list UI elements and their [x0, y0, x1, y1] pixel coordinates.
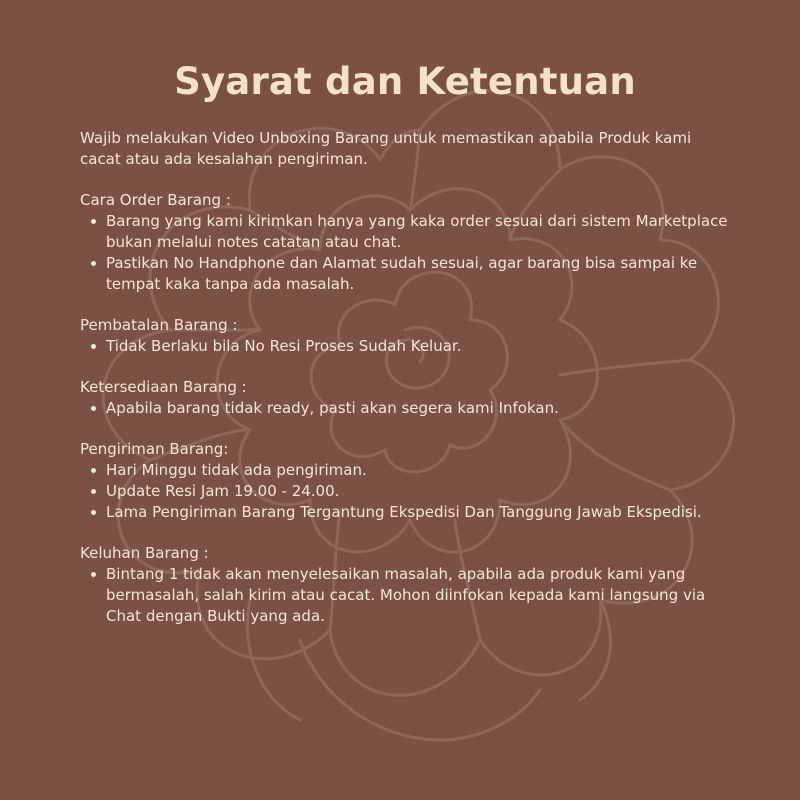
- bullet-dot-icon: [91, 261, 96, 266]
- bullet-dot-icon: [91, 489, 96, 494]
- list-item: Bintang 1 tidak akan menyelesaikan masalah, apabila ada produk kami yang bermasalah, salah kirim atau cacat. Mohon diinfokan kepada kami langsung via Chat dengan Bukti yang ada.: [106, 564, 730, 627]
- section-heading: Pengiriman Barang:: [80, 440, 229, 458]
- bullet-dot-icon: [91, 344, 96, 349]
- list-item: Update Resi Jam 19.00 - 24.00.: [106, 481, 730, 502]
- section-heading: Ketersediaan Barang :: [80, 378, 247, 396]
- bullet-list: [80, 211, 730, 295]
- section-cara-order: [80, 190, 730, 295]
- page-title: Syarat dan Ketentuan: [174, 60, 636, 103]
- list-item: Apabila barang tidak ready, pasti akan segera kami Infokan.: [106, 398, 730, 419]
- section-heading: Keluhan Barang :: [80, 544, 209, 562]
- list-item: Lama Pengiriman Barang Tergantung Ekspedisi Dan Tanggung Jawab Ekspedisi.: [106, 502, 730, 523]
- list-item: Tidak Berlaku bila No Resi Proses Sudah Keluar.: [106, 336, 730, 357]
- terms-card: [80, 58, 730, 647]
- section-heading: Pembatalan Barang :: [80, 316, 238, 334]
- list-item: Barang yang kami kirimkan hanya yang kaka order sesuai dari sistem Marketplace bukan melalui notes catatan atau chat.: [106, 211, 730, 253]
- section-keluhan: [80, 543, 730, 627]
- bullet-dot-icon: [91, 219, 96, 224]
- bullet-dot-icon: [91, 406, 96, 411]
- bullet-dot-icon: [91, 468, 96, 473]
- bullet-list: [80, 336, 730, 357]
- section-heading: Cara Order Barang :: [80, 191, 231, 209]
- bullet-list: [80, 398, 730, 419]
- section-pembatalan: [80, 315, 730, 357]
- list-item: Hari Minggu tidak ada pengiriman.: [106, 460, 730, 481]
- bullet-dot-icon: [91, 510, 96, 515]
- bullet-list: [80, 460, 730, 523]
- section-pengiriman: [80, 439, 730, 523]
- bullet-list: [80, 564, 730, 627]
- intro-text: Wajib melakukan Video Unboxing Barang untuk memastikan apabila Produk kami cacat atau ada kesalahan pengiriman.: [80, 129, 692, 168]
- list-item: Pastikan No Handphone dan Alamat sudah sesuai, agar barang bisa sampai ke tempat kaka tanpa ada masalah.: [106, 253, 730, 295]
- section-ketersediaan: [80, 377, 730, 419]
- bullet-dot-icon: [91, 572, 96, 577]
